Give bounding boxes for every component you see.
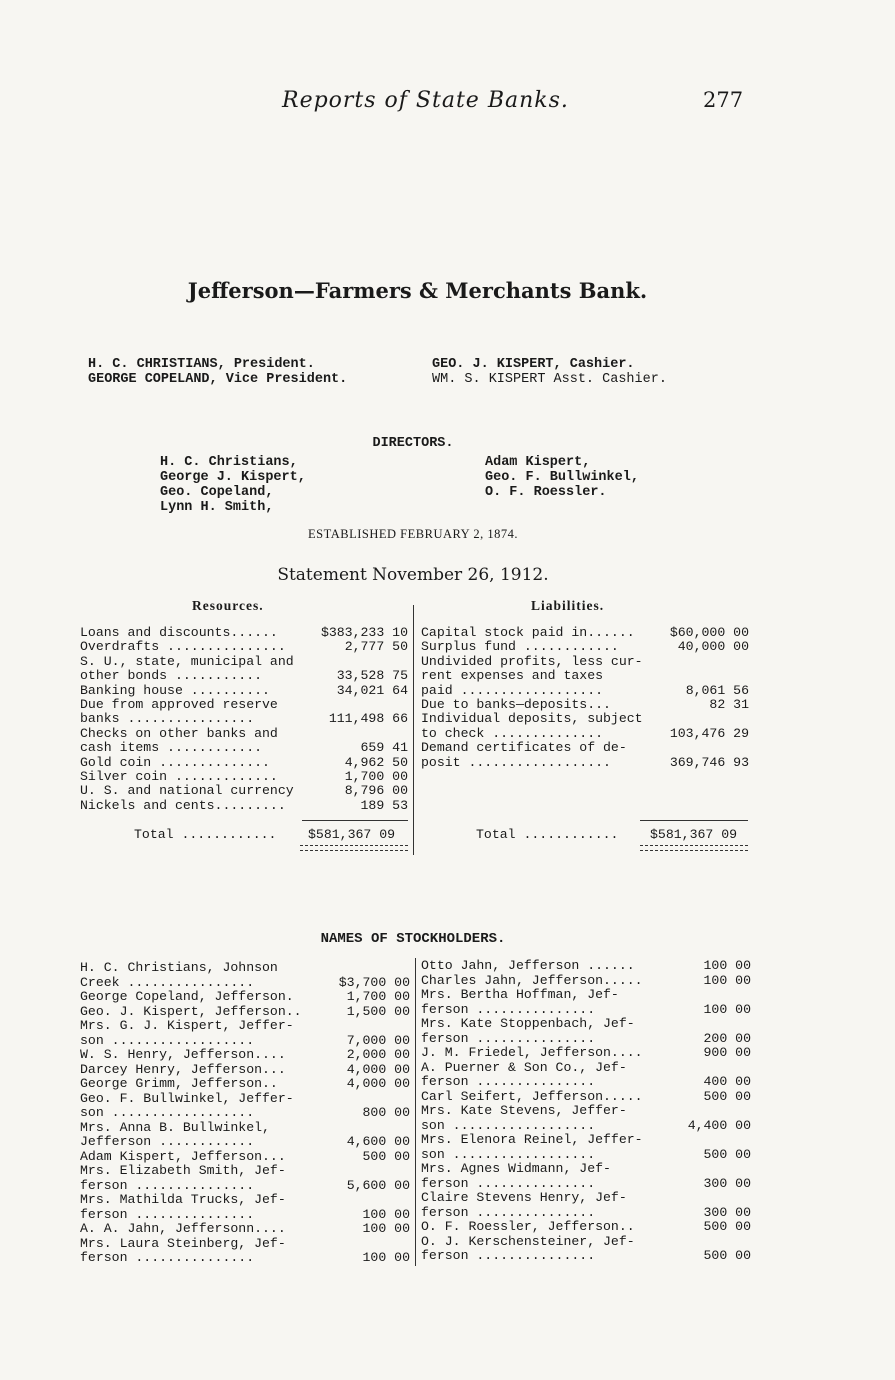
liabilities-total-label: Total ............	[476, 827, 619, 842]
resources-total-rule	[302, 820, 408, 821]
director-name: Geo. F. Bullwinkel,	[485, 470, 639, 485]
resource-row	[80, 756, 408, 770]
stockholder-row-amount: $3,700 00	[338, 974, 410, 990]
liability-row-amount: 82 31	[709, 696, 749, 712]
resource-row-label: Gold coin ..............	[80, 754, 270, 770]
stockholder-row	[421, 974, 751, 989]
stockholder-row	[421, 1075, 751, 1090]
resource-row-label: S. U., state, municipal and	[80, 653, 294, 669]
liabilities-table	[421, 626, 749, 770]
resource-row-amount: $383,233 10	[320, 625, 408, 640]
stockholder-row	[80, 1208, 410, 1223]
stockholder-row-label: Mrs. Mathilda Trucks, Jef-	[80, 1192, 286, 1207]
stockholder-row-label: ferson ...............	[421, 1175, 596, 1191]
liability-row	[421, 727, 749, 741]
resources-total: $581,367 09	[308, 827, 396, 842]
resource-row-label: Banking house ..........	[80, 682, 270, 698]
directors-heading: DIRECTORS.	[372, 436, 454, 451]
resource-row-label: Silver coin .............	[80, 768, 278, 784]
liabilities-heading: Liabilities.	[531, 598, 605, 613]
page-number: 277	[703, 88, 744, 112]
stockholder-row	[80, 1048, 410, 1063]
stockholder-row-label: ferson ...............	[80, 1206, 255, 1222]
liability-row-amount: 369,746 93	[669, 754, 749, 770]
stockholder-row-amount: 500 00	[703, 1088, 751, 1104]
liability-row	[421, 741, 749, 755]
resource-row	[80, 655, 408, 669]
stockholder-row	[80, 1193, 410, 1208]
resource-row-label: Loans and discounts......	[80, 625, 278, 640]
stockholder-row-amount: 100 00	[703, 972, 751, 988]
liability-row-label: Capital stock paid in......	[421, 625, 635, 640]
resource-row-amount: 1,700 00	[344, 768, 408, 784]
liability-row	[421, 626, 749, 640]
stockholder-row	[421, 1032, 751, 1047]
liability-row-label: Undivided profits, less cur-	[421, 653, 643, 669]
stockholder-row-label: George Grimm, Jefferson..	[80, 1076, 278, 1091]
director-name: Lynn H. Smith,	[160, 500, 274, 515]
stockholder-row	[421, 1017, 751, 1032]
stockholder-row	[80, 1164, 410, 1179]
stockholder-row-label: ferson ...............	[421, 1248, 596, 1263]
resource-row	[80, 799, 408, 813]
liability-row-label: Individual deposits, subject	[421, 711, 643, 727]
resource-row	[80, 784, 408, 798]
stockholders-divider	[415, 958, 416, 1266]
stockholder-row-amount: 1,700 00	[346, 989, 410, 1004]
stockholder-row	[80, 1034, 410, 1049]
liability-row	[421, 756, 749, 770]
liability-row	[421, 669, 749, 683]
stockholder-row-label: George Copeland, Jefferson.	[80, 989, 294, 1004]
stockholder-row	[421, 1249, 751, 1264]
stockholder-row	[80, 976, 410, 991]
stockholder-row-label: Mrs. Kate Stevens, Jeffer-	[421, 1103, 627, 1118]
stockholder-row	[80, 990, 410, 1005]
stockholder-row-amount: 100 00	[703, 958, 751, 973]
bank-title: Jefferson—Farmers & Merchants Bank.	[187, 278, 648, 303]
stockholders-left	[80, 961, 410, 1266]
stockholder-row	[80, 1222, 410, 1237]
stockholder-row-amount: 4,000 00	[346, 1061, 410, 1077]
liability-row	[421, 640, 749, 654]
resource-row	[80, 640, 408, 654]
stockholder-row	[80, 1251, 410, 1266]
stockholder-row-label: O. J. Kerschensteiner, Jef-	[421, 1233, 635, 1249]
stockholder-row-label: O. F. Roessler, Jefferson..	[421, 1219, 635, 1234]
liabilities-total: $581,367 09	[650, 827, 738, 842]
stockholder-row	[421, 1177, 751, 1192]
statement-date: Statement November 26, 1912.	[277, 565, 549, 585]
stockholder-row	[421, 1104, 751, 1119]
resource-row-amount: 4,962 50	[344, 754, 408, 770]
stockholder-row-amount: 100 00	[703, 1001, 751, 1017]
stockholder-row	[421, 1119, 751, 1134]
resource-row-label: banks ................	[80, 711, 255, 727]
stockholder-row-label: Darcey Henry, Jefferson...	[80, 1061, 286, 1077]
stockholders-right	[421, 959, 751, 1264]
stockholder-row-label: son ..................	[80, 1105, 255, 1120]
liability-row-label: rent expenses and taxes	[421, 668, 604, 684]
resource-row-label: cash items ............	[80, 740, 263, 756]
stockholder-row-label: Mrs. Anna B. Bullwinkel,	[80, 1119, 270, 1135]
stockholder-row-amount: 500 00	[703, 1146, 751, 1162]
stockholder-row	[421, 1090, 751, 1105]
stockholder-row	[80, 961, 410, 976]
running-header-title: Reports of State Banks.	[282, 88, 569, 113]
stockholder-row-label: Claire Stevens Henry, Jef-	[421, 1190, 627, 1205]
stockholder-row	[80, 1135, 410, 1150]
stockholder-row-label: ferson ...............	[80, 1177, 255, 1193]
stockholder-row	[421, 988, 751, 1003]
director-name: Geo. Copeland,	[160, 485, 274, 500]
stockholder-row-amount: 200 00	[703, 1030, 751, 1046]
stockholder-row-amount: 500 00	[703, 1219, 751, 1234]
resource-row-label: Nickels and cents.........	[80, 797, 286, 813]
stockholder-row-label: J. M. Friedel, Jefferson....	[421, 1045, 643, 1060]
director-name: O. F. Roessler.	[485, 485, 607, 500]
liability-row-label: to check ..............	[421, 725, 604, 741]
stockholder-row-amount: 800 00	[362, 1105, 410, 1120]
resource-row-label: U. S. and national currency	[80, 783, 294, 799]
stockholder-row-label: Mrs. Elenora Reinel, Jeffer-	[421, 1132, 643, 1147]
stockholder-row-amount: 400 00	[703, 1074, 751, 1089]
stockholder-row	[421, 1133, 751, 1148]
stockholder-row	[80, 1005, 410, 1020]
resources-table	[80, 626, 408, 813]
directors-right	[485, 455, 639, 500]
resource-row-amount: 8,796 00	[344, 783, 408, 799]
stockholder-row	[80, 1237, 410, 1252]
stockholder-row-label: ferson ...............	[80, 1250, 255, 1265]
stockholder-row-amount: 100 00	[362, 1250, 410, 1265]
liability-row-amount: 103,476 29	[669, 725, 749, 741]
stockholder-row-label: Geo. F. Bullwinkel, Jeffer-	[80, 1090, 294, 1106]
stockholder-row-label: Creek ................	[80, 974, 255, 990]
stockholder-row	[421, 1162, 751, 1177]
resource-row	[80, 684, 408, 698]
liability-row-label: Surplus fund ............	[421, 639, 619, 655]
stockholder-row-amount: 4,000 00	[346, 1076, 410, 1091]
resource-row	[80, 770, 408, 784]
stockholder-row-label: A. A. Jahn, Jeffersonn....	[80, 1221, 286, 1236]
liability-row-label: Due to banks—deposits...	[421, 696, 611, 712]
resource-row-label: Due from approved reserve	[80, 696, 278, 712]
stockholder-row-amount: 500 00	[703, 1248, 751, 1263]
directors-left	[160, 455, 306, 515]
stockholder-row-label: son ..................	[421, 1117, 596, 1133]
liabilities-total-rule	[640, 820, 748, 821]
stockholders-heading: NAMES OF STOCKHOLDERS.	[320, 931, 506, 947]
stockholder-row-amount: 4,400 00	[687, 1117, 751, 1133]
stockholder-row-amount: 1,500 00	[346, 1003, 410, 1019]
resource-row-label: other bonds ...........	[80, 668, 263, 684]
stockholder-row-amount: 5,600 00	[346, 1177, 410, 1193]
stockholder-row	[421, 959, 751, 974]
stockholder-row-label: Mrs. Elizabeth Smith, Jef-	[80, 1163, 286, 1178]
stockholder-row-label: Otto Jahn, Jefferson ......	[421, 958, 635, 973]
stockholder-row-amount: 100 00	[362, 1221, 410, 1236]
stockholder-row	[421, 1191, 751, 1206]
stockholder-row	[80, 1150, 410, 1165]
liability-row-label: posit ..................	[421, 754, 611, 770]
resources-double-rule	[300, 845, 408, 851]
stockholder-row	[80, 1019, 410, 1034]
resource-row	[80, 669, 408, 683]
stockholder-row	[421, 1046, 751, 1061]
resource-row	[80, 626, 408, 640]
stockholder-row	[80, 1077, 410, 1092]
stockholder-row-amount: 300 00	[703, 1175, 751, 1191]
stockholder-row-label: Mrs. Kate Stoppenbach, Jef-	[421, 1016, 635, 1031]
stockholder-row-label: ferson ...............	[421, 1204, 596, 1220]
stockholder-row-label: Carl Seifert, Jefferson.....	[421, 1088, 643, 1104]
resource-row-amount: 659 41	[360, 740, 408, 756]
stockholder-row-label: A. Puerner & Son Co., Jef-	[421, 1059, 627, 1075]
resource-row-amount: 189 53	[360, 797, 408, 813]
stockholder-row-label: W. S. Henry, Jefferson....	[80, 1047, 286, 1062]
liability-row-amount: 8,061 56	[685, 682, 749, 698]
stockholder-row-amount: 500 00	[362, 1148, 410, 1164]
liability-row-amount: $60,000 00	[669, 625, 749, 640]
resource-row-amount: 111,498 66	[328, 711, 408, 727]
stockholder-row-label: Adam Kispert, Jefferson...	[80, 1148, 286, 1164]
liabilities-double-rule	[640, 845, 748, 851]
established-date: ESTABLISHED FEBRUARY 2, 1874.	[308, 527, 518, 541]
stockholder-row-amount: 900 00	[703, 1045, 751, 1060]
resources-total-label: Total ............	[134, 827, 277, 842]
stockholder-row-amount: 2,000 00	[346, 1047, 410, 1062]
stockholder-row-amount: 100 00	[362, 1206, 410, 1222]
liability-row	[421, 712, 749, 726]
stockholder-row-amount: 7,000 00	[346, 1032, 410, 1048]
stockholder-row-label: son ..................	[421, 1146, 596, 1162]
resource-row	[80, 698, 408, 712]
resource-row	[80, 712, 408, 726]
officer-cashier: GEO. J. KISPERT, Cashier.	[432, 357, 635, 372]
stockholder-row-label: Geo. J. Kispert, Jefferson..	[80, 1003, 302, 1019]
resources-heading: Resources.	[192, 598, 264, 613]
stockholder-row	[80, 1063, 410, 1078]
officer-president: H. C. CHRISTIANS, President.	[88, 357, 315, 372]
resource-row	[80, 727, 408, 741]
officer-asst-cashier: WM. S. KISPERT Asst. Cashier.	[432, 372, 667, 387]
stockholder-row	[80, 1092, 410, 1107]
stockholder-row	[421, 1206, 751, 1221]
liability-row	[421, 655, 749, 669]
stockholder-row	[421, 1061, 751, 1076]
stockholder-row-label: Mrs. Laura Steinberg, Jef-	[80, 1235, 286, 1251]
liability-row-label: paid ..................	[421, 682, 604, 698]
stockholder-row	[80, 1179, 410, 1194]
stockholder-row-amount: 4,600 00	[346, 1134, 410, 1149]
stockholder-row	[421, 1235, 751, 1250]
director-name: Adam Kispert,	[485, 455, 591, 470]
stockholder-row-label: Mrs. Agnes Widmann, Jef-	[421, 1161, 611, 1176]
stockholder-row-label: Mrs. G. J. Kispert, Jeffer-	[80, 1018, 294, 1033]
stockholder-row	[421, 1003, 751, 1018]
stockholder-row-label: ferson ...............	[421, 1074, 596, 1089]
stockholder-row-label: ferson ...............	[421, 1001, 596, 1017]
resource-row	[80, 741, 408, 755]
resource-row-label: Overdrafts ...............	[80, 639, 286, 655]
stockholder-row	[421, 1220, 751, 1235]
stockholder-row	[80, 1121, 410, 1136]
resource-row-label: Checks on other banks and	[80, 725, 278, 741]
director-name: H. C. Christians,	[160, 455, 298, 470]
resource-row-amount: 2,777 50	[344, 639, 408, 655]
stockholder-row	[421, 1148, 751, 1163]
liability-row-amount: 40,000 00	[677, 639, 749, 655]
stockholder-row	[80, 1106, 410, 1121]
liability-row	[421, 684, 749, 698]
stockholder-row-label: H. C. Christians, Johnson	[80, 960, 278, 975]
liability-row	[421, 698, 749, 712]
column-divider	[413, 605, 414, 855]
stockholder-row-label: Jefferson ............	[80, 1134, 255, 1149]
director-name: George J. Kispert,	[160, 470, 306, 485]
resource-row-amount: 33,528 75	[336, 668, 408, 684]
officer-vice-president: GEORGE COPELAND, Vice President.	[88, 372, 348, 387]
stockholder-row-label: Mrs. Bertha Hoffman, Jef-	[421, 987, 619, 1002]
liability-row-label: Demand certificates of de-	[421, 740, 627, 756]
stockholder-row-label: Charles Jahn, Jefferson.....	[421, 972, 643, 988]
stockholder-row-label: son ..................	[80, 1032, 255, 1048]
stockholder-row-label: ferson ...............	[421, 1030, 596, 1046]
resource-row-amount: 34,021 64	[336, 682, 408, 698]
stockholder-row-amount: 300 00	[703, 1204, 751, 1220]
